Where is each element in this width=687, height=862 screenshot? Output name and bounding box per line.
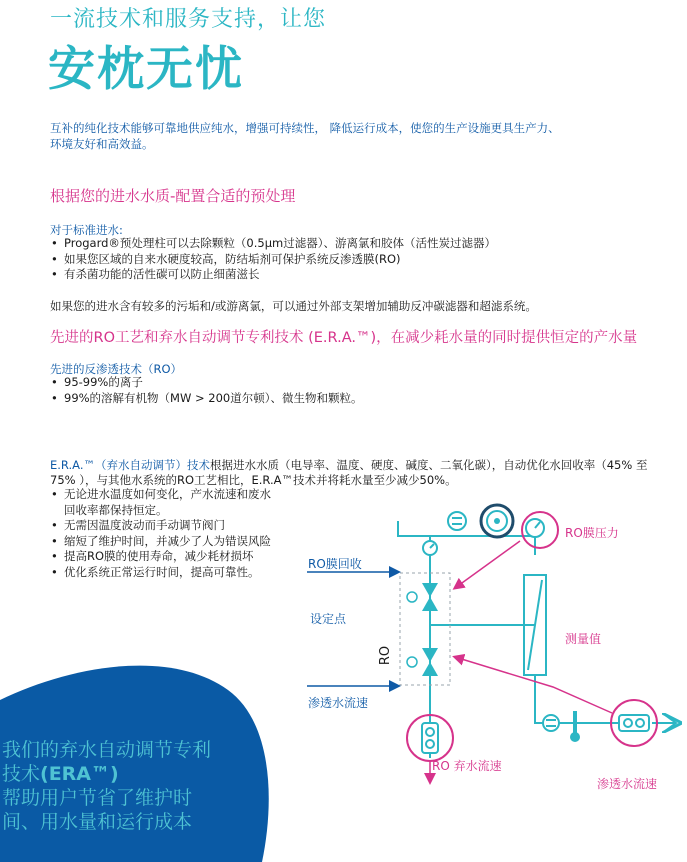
list-item: • 无需因温度波动而手动调节阀门 [50,518,275,534]
valve-lower-icon [407,648,438,676]
era-text: 根据进水水质（电导率、温度、硬度、碱度、二氧化碳），自动优化水回收率（45% 至75% ），与其他水系统的RO工艺相比，E.R.A™技术并将耗水量至少减少50%。 [50,458,648,487]
flow-meter-reject-icon [422,723,438,753]
list-item: • 95-99%的离子 [50,375,610,391]
label-permeate-flow-out: 渗透水流速 [597,777,658,791]
pretreatment-heading: 根据您的进水水质-配置合适的预处理 [50,187,296,205]
list-item: • 优化系统正常运行时间，提高可靠性。 [50,565,275,581]
label-ro: RO [378,645,394,666]
label-ro-pressure: RO膜压力 [565,526,619,540]
valve-upper-icon [407,583,438,611]
standard-feed-label: 对于标准进水: [50,223,123,237]
label-measured: 测量值 [565,632,602,646]
list-item: • 提高RO膜的使用寿命，减少耗材损坏 [50,549,275,565]
callout-line2: 帮助用户节省了维护时间、用水量和运行成本 [2,787,193,833]
label-ro-recovery: RO膜回收 [308,557,362,571]
callout-line1: 我们的弃水自动调节专利技术 [2,739,212,785]
list-item: • Progard®预处理柱可以去除颗粒（0.5μm过滤器）、游离氯和胶体（活性炭过滤器） [50,236,610,252]
flow-meter-out-icon [543,715,559,731]
label-setpoint: 设定点 [310,612,347,626]
pretreatment-note: 如果您的进水含有较多的污垢和/或游离氯，可以通过外部支架增加辅助反冲碳滤器和超滤系统。 [50,299,537,313]
pressure-gauge-left-icon [423,541,437,555]
intro-paragraph: 互补的纯化技术能够可靠地供应纯水，增强可持续性， 降低运行成本，使您的生产设施更具生产力、环境友好和高效益。 [50,121,560,151]
page-title: 安枕无忧 [48,42,244,97]
pump-icon [448,505,513,537]
page-subtitle: 一流技术和服务支持，让您 [50,7,327,32]
ro-label: 先进的反渗透技术（RO） [50,362,183,376]
label-permeate-flow-in: 渗透水流速 [308,696,369,710]
list-item: • 缩短了维护时间，并减少了人为错误风险 [50,534,275,550]
list-item: • 如果您区域的自来水硬度较高，防结垢剂可保护系统反渗透膜(RO) [50,252,610,268]
pressure-gauge-icon [526,519,544,537]
ro-heading: 先进的RO工艺和弃水自动调节专利技术 (E.R.A.™)，在减少耗水量的同时提供恒定的产水量 [50,330,638,346]
list-item: • 有杀菌功能的活性碳可以防止细菌滋长 [50,267,610,283]
callout-brand: (ERA™) [40,763,119,785]
ro-control-box [400,573,450,685]
signal-permeate [455,657,612,713]
flow-meter-permeate-icon [619,715,649,731]
era-lead: E.R.A.™（弃水自动调节）技术 [50,458,210,472]
label-reject-flow: RO 弃水流速 [432,759,502,773]
list-item: • 99%的溶解有机物（MW > 200道尔顿）、微生物和颗粒。 [50,391,610,407]
signal-pressure [455,541,520,588]
list-item: • 无论进水温度如何变化，产水流速和废水回收率都保持恒定。 [50,487,275,518]
thermometer-icon [570,711,580,742]
